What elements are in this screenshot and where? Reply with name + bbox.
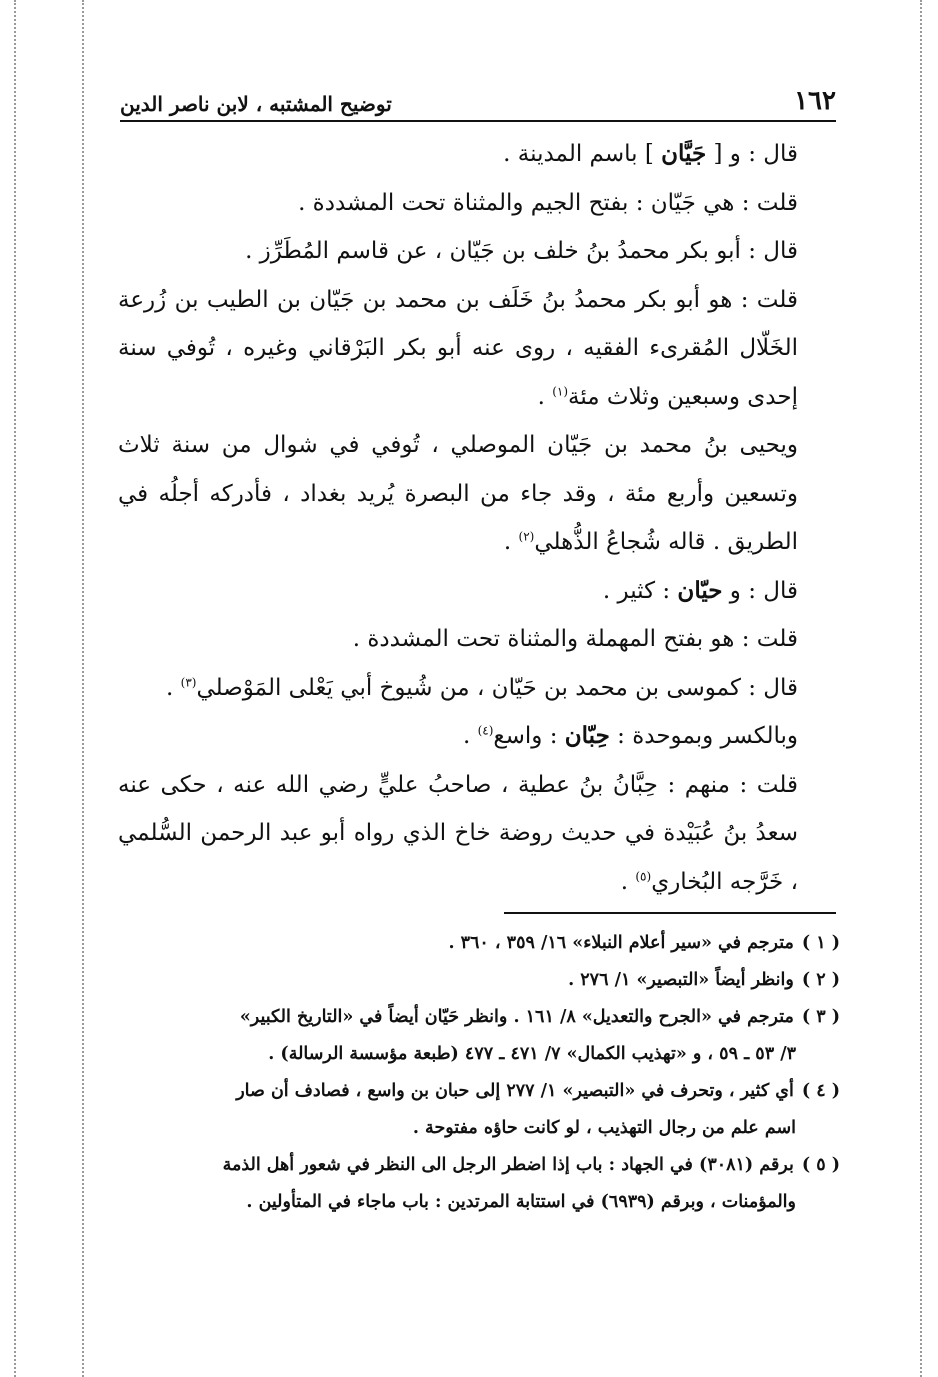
footnote-text: برقم (٣٠٨١) في الجهاد : باب إذا اضطر الرجل الى النظر في شعور أهل الذمة [222, 1155, 794, 1175]
footnote-number: ( ٥ ) [801, 1155, 840, 1175]
text: قال : و [ [706, 141, 798, 167]
lemma-hibban: حِبّان [564, 722, 610, 749]
page-number: ١٦٢ [794, 86, 836, 116]
text: ] باسم المدينة . [503, 141, 662, 167]
footnotes [118, 925, 840, 1221]
paragraph-3: قال : أبو بكر محمدُ بنُ خلف بن جَيّان ، عن قاسم المُطَرِّز . [245, 238, 798, 264]
footnote-4 [118, 1073, 840, 1147]
footnote-ref-1[interactable]: (١) [552, 383, 569, 398]
text: وبالكسر وبموحدة : [609, 723, 798, 749]
footnote-number: ( ١ ) [801, 933, 840, 953]
footnote-2 [118, 962, 840, 999]
main-text [118, 130, 840, 906]
lemma-hayyan: حيّان [677, 576, 723, 604]
text: : واسع [493, 723, 565, 749]
footnote-5 [118, 1147, 840, 1221]
footnote-ref-2[interactable]: (٢) [518, 529, 535, 544]
footnote-3 [118, 999, 840, 1073]
paragraph-1 [118, 130, 840, 179]
footnote-continuation: اسم علم من رجال التهذيب ، لو كانت حاؤه مفتوحة . [412, 1118, 796, 1138]
footnote-divider [504, 912, 836, 914]
footnote-text: مترجم في «الجرح والتعديل» ٨/ ١٦١ . وانظر حَيّان أيضاً في «التاريخ الكبير» [239, 1007, 794, 1027]
text: قلت : منهم : حِبَّانُ بنُ عطية ، صاحبُ عليٍّ رضي الله عنه ، حكى عنه سعدُ بنُ عُبَيْدة في حديث روضة خاخ الذي رواه أبو عبد الرحمن السُّلمي ، خَرَّجه البُخاري [118, 771, 798, 895]
footnote-ref-5[interactable]: (٥) [635, 868, 652, 883]
paragraph-4 [118, 276, 840, 422]
paragraph-8 [118, 664, 840, 713]
page-header [120, 74, 836, 122]
paragraph-9 [118, 712, 840, 761]
paragraph-2: قلت : هي جَيّان : بفتح الجيم والمثناة تحت المشددة . [298, 189, 798, 216]
running-title: توضيح المشتبه ، لابن ناصر الدين [120, 92, 392, 116]
text: قال : كموسى بن محمد بن حَيّان ، من شُيوخ أبي يَعْلى المَوْصلي [196, 674, 798, 701]
footnote-continuation: والمؤمنات ، وبرقم (٦٩٣٩) في استتابة المرتدين : باب ماجاء في المتأولين . [246, 1192, 796, 1212]
text: ويحيى بنُ محمد بن جَيّان الموصلي ، تُوفي في شوال من سنة ثلاث وتسعين وأربع مئة ، وقد جاء من البصرة يُريد بغداد ، فأدركه أجلُه في الطريق . قاله شُجاعُ الذُّهلي [118, 432, 798, 555]
paragraph-7: قلت : هو بفتح المهملة والمثناة تحت المشددة . [352, 626, 798, 652]
footnote-ref-3[interactable]: (٣) [180, 674, 197, 689]
text: . [166, 674, 181, 701]
text: قلت : هو أبو بكر محمدُ بنُ خَلَف بن محمد بن جَيّان بن الطيب بن زُرعة الخَلّال المُقرىء الفقيه ، روى عنه أبو بكر البَرْقاني وغيره ، تُوفي سنة إحدى وسبعين وثلاث مئة [118, 286, 798, 410]
footnote-number: ( ٢ ) [801, 970, 840, 990]
footnote-text: وانظر أيضاً «التبصير» ١/ ٢٧٦ . [568, 970, 794, 990]
footnote-1 [118, 925, 840, 962]
lemma-jayyan: جَيَّان [661, 140, 707, 167]
paragraph-6 [118, 567, 840, 616]
footnote-ref-4[interactable]: (٤) [477, 723, 494, 738]
text: . [462, 723, 478, 749]
text: . [620, 868, 636, 895]
footnote-text: مترجم في «سير أعلام النبلاء» ١٦/ ٣٥٩ ، ٣٦٠ . [448, 933, 794, 953]
footnote-number: ( ٤ ) [801, 1081, 840, 1101]
text: قال : و [722, 577, 798, 604]
paragraph-10 [118, 761, 840, 907]
text: . [537, 383, 553, 410]
footnote-text: أي كثير ، وتحرف في «التبصير» ١/ ٢٧٧ إلى حبان بن واسع ، فصادف أن صار [236, 1081, 794, 1101]
paragraph-5 [118, 421, 840, 567]
text: . [503, 529, 519, 555]
footnote-continuation: ٣/ ٥٣ ـ ٥٩ ، و «تهذيب الكمال» ٧/ ٤٧١ ـ ٤٧٧ (طبعة مؤسسة الرسالة) . [268, 1044, 796, 1064]
text: : كثير . [602, 577, 678, 604]
footnote-number: ( ٣ ) [801, 1007, 840, 1027]
